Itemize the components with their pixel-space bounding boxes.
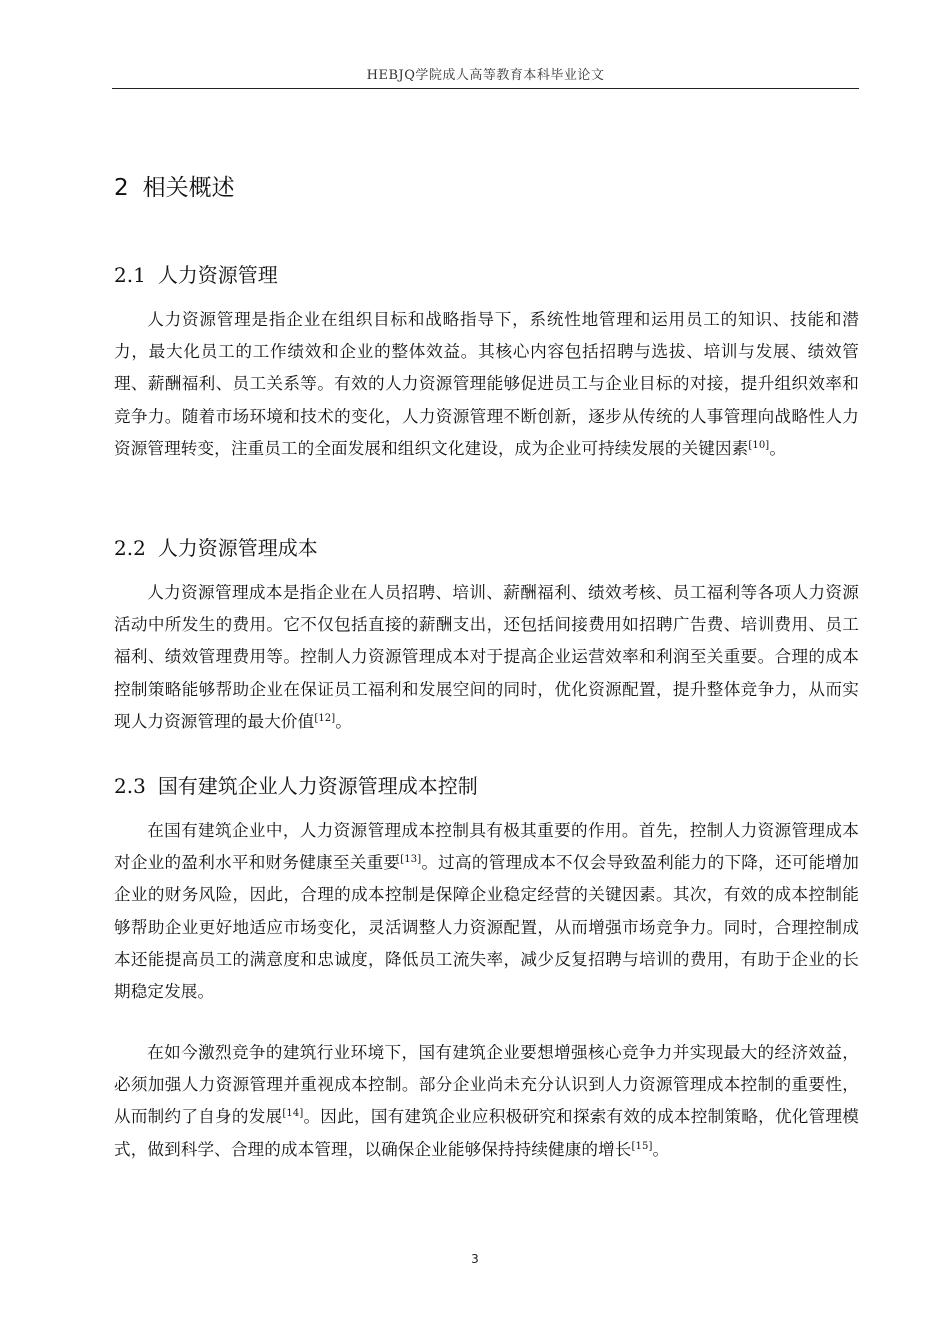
paragraph-tail: 。 — [335, 711, 352, 731]
citation-ref: [10] — [748, 439, 770, 451]
chapter-heading — [114, 170, 235, 206]
running-header: HEBJQ学院成人高等教育本科毕业论文 — [366, 68, 605, 83]
paragraph-text: 。因此，国有建筑企业应积极研究和探索有效的成本控制策略，优化管理模式，做到科学、合理的成本管理，以确保企业能够保持持续健康的增长 — [114, 1107, 859, 1159]
citation-ref: [13] — [400, 854, 422, 866]
citation-ref: [12] — [314, 712, 336, 724]
paragraph-text: 人力资源管理成本是指企业在人员招聘、培训、薪酬福利、绩效考核、员工福利等各项人力资源活动中所发生的费用。它不仅包括直接的薪酬支出，还包括间接费用如招聘广告费、培训费用、员工福利、绩效管理费用等。控制人力资源管理成本对于提高企业运营效率和利润至关重要。合理的成本控制策略能够帮助企业在保证员工福利和发展空间的同时，优化资源配置，提升整体竞争力，从而实现人力资源管理的最大价值 — [114, 583, 859, 731]
paragraph-text: 在国有建筑企业中，人力资源管理成本控制具有极其重要的作用。首先，控制人力资源管理成本对企业的盈利水平和财务健康至关重要 — [114, 821, 859, 873]
section-heading-2-1 — [114, 260, 278, 290]
paragraph-2-3-a — [114, 815, 859, 1008]
citation-ref: [14] — [282, 1108, 304, 1120]
paragraph-2-3-b — [114, 1037, 859, 1166]
section-heading-2-3 — [114, 771, 478, 801]
section-title-text: 人力资源管理成本 — [157, 536, 318, 560]
header-divider — [112, 88, 859, 89]
section-title-text: 人力资源管理 — [157, 263, 278, 287]
paragraph-text: 在如今激烈竞争的建筑行业环境下，国有建筑企业要想增强核心竞争力并实现最大的经济效益，必须加强人力资源管理并重视成本控制。部分企业尚未充分认识到人力资源管理成本控制的重要性，从而制约了自身的发展 — [114, 1043, 859, 1127]
paragraph-text: 。过高的管理成本不仅会导致盈利能力的下降，还可能增加企业的财务风险，因此，合理的成本控制是保障企业稳定经营的关键因素。其次，有效的成本控制能够帮助企业更好地适应市场变化，灵活调整人力资源配置，从而增强市场竞争力。同时，合理控制成本还能提高员工的满意度和忠诚度，降低员工流失率，减少反复招聘与培训的费用，有助于企业的长期稳定发展。 — [114, 853, 859, 1002]
paragraph-2-2 — [114, 577, 859, 738]
chapter-number: 2 — [114, 175, 129, 201]
section-number: 2.2 — [114, 536, 146, 560]
paragraph-tail: 。 — [769, 438, 787, 458]
paragraph-tail: 。 — [652, 1139, 670, 1159]
citation-ref: [15] — [631, 1140, 653, 1152]
paragraph-text: 人力资源管理是指企业在组织目标和战略指导下，系统性地管理和运用员工的知识、技能和潜力，最大化员工的工作绩效和企业的整体效益。其核心内容包括招聘与选拔、培训与发展、绩效管理、薪酬福利、员工关系等。有效的人力资源管理能够促进员工与企业目标的对接，提升组织效率和竞争力。随着市场环境和技术的变化，人力资源管理不断创新，逐步从传统的人事管理向战略性人力资源管理转变，注重员工的全面发展和组织文化建设，成为企业可持续发展的关键因素 — [114, 310, 859, 458]
chapter-title-text: 相关概述 — [142, 175, 235, 201]
section-heading-2-2 — [114, 533, 318, 563]
section-number: 2.1 — [114, 263, 146, 287]
section-title-text: 国有建筑企业人力资源管理成本控制 — [157, 774, 478, 798]
paragraph-2-1 — [114, 304, 859, 465]
section-number: 2.3 — [114, 774, 146, 798]
page-number: 3 — [471, 1252, 479, 1266]
